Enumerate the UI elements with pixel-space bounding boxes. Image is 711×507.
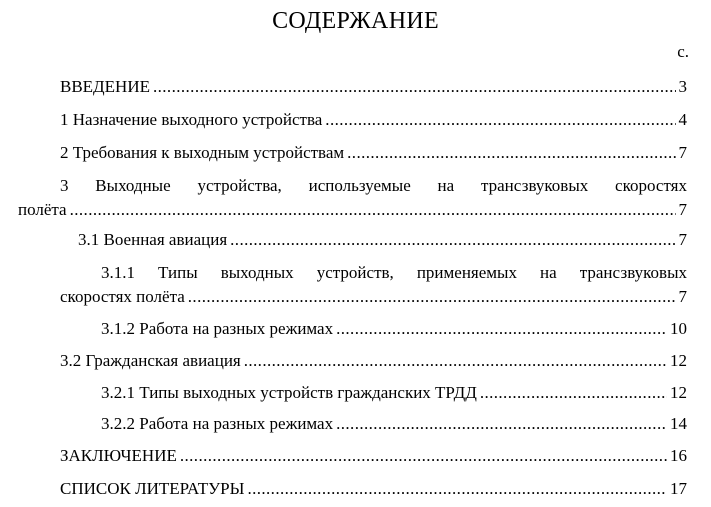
toc-entry-1 bbox=[60, 109, 687, 131]
page-title: СОДЕРЖАНИЕ bbox=[272, 8, 439, 34]
toc-leader-dots bbox=[480, 382, 667, 404]
toc-entry-page: 16 bbox=[670, 446, 687, 465]
toc-entry-text: 3.2.1 Типы выходных устройств гражданских ТРДД bbox=[101, 383, 477, 402]
toc-leader-dots bbox=[336, 318, 667, 340]
page-column-label: с. bbox=[677, 42, 689, 61]
toc-leader-dots bbox=[70, 199, 676, 221]
toc-entry-page: 7 bbox=[678, 143, 687, 162]
toc-entry-3-2-2 bbox=[101, 413, 687, 435]
toc-leader-dots bbox=[347, 142, 675, 164]
toc-leader-dots bbox=[153, 76, 676, 98]
toc-entry-page: 10 bbox=[670, 319, 687, 338]
toc-entry-page: 17 bbox=[670, 479, 687, 498]
toc-entry-text: скоростях полёта bbox=[60, 287, 185, 306]
toc-leader-dots bbox=[230, 229, 675, 251]
toc-entry-page: 4 bbox=[678, 110, 687, 129]
toc-entry-page: 7 bbox=[678, 200, 687, 219]
toc-entry-3-line2 bbox=[18, 199, 687, 221]
toc-entry-page: 14 bbox=[670, 414, 687, 433]
toc-entry-text: ВВЕДЕНИЕ bbox=[60, 77, 150, 96]
toc-entry-conclusion bbox=[60, 445, 687, 467]
toc-entry-text: 1 Назначение выходного устройства bbox=[60, 110, 323, 129]
toc-entry-text: СПИСОК ЛИТЕРАТУРЫ bbox=[60, 479, 245, 498]
toc-entry-text: ЗАКЛЮЧЕНИЕ bbox=[60, 446, 177, 465]
toc-leader-dots bbox=[336, 413, 667, 435]
toc-entry-text: 3.2.2 Работа на разных режимах bbox=[101, 414, 334, 433]
toc-leader-dots bbox=[244, 350, 667, 372]
toc-entry-introduction bbox=[60, 76, 687, 98]
toc-leader-dots bbox=[325, 109, 675, 131]
toc-entry-3-1 bbox=[78, 229, 687, 251]
toc-entry-3-line1: 3 Выходные устройства, используемые на трансзвуковых скоростях bbox=[60, 176, 687, 195]
toc-entry-page: 12 bbox=[670, 383, 687, 402]
toc-entry-3-1-2 bbox=[101, 318, 687, 340]
toc-entry-page: 12 bbox=[670, 351, 687, 370]
toc-entry-text: 3.2 Гражданская авиация bbox=[60, 351, 241, 370]
toc-entry-references bbox=[60, 478, 687, 500]
toc-entry-page: 3 bbox=[678, 77, 687, 96]
toc-entry-3-1-1-line2 bbox=[60, 286, 687, 308]
toc-leader-dots bbox=[188, 286, 676, 308]
toc-entry-page: 7 bbox=[678, 230, 687, 249]
toc-entry-2 bbox=[60, 142, 687, 164]
toc-entry-3-2-1 bbox=[101, 382, 687, 404]
toc-leader-dots bbox=[180, 445, 667, 467]
toc-entry-page: 7 bbox=[678, 287, 687, 306]
toc-entry-text: 2 Требования к выходным устройствам bbox=[60, 143, 345, 162]
toc-entry-text: 3.1 Военная авиация bbox=[78, 230, 228, 249]
toc-entry-text: полёта bbox=[18, 200, 67, 219]
toc-entry-text: 3.1.2 Работа на разных режимах bbox=[101, 319, 334, 338]
toc-entry-3-2 bbox=[60, 350, 687, 372]
toc-leader-dots bbox=[247, 478, 667, 500]
toc-entry-3-1-1-line1: 3.1.1 Типы выходных устройств, применяемых на трансзвуковых bbox=[101, 263, 687, 282]
